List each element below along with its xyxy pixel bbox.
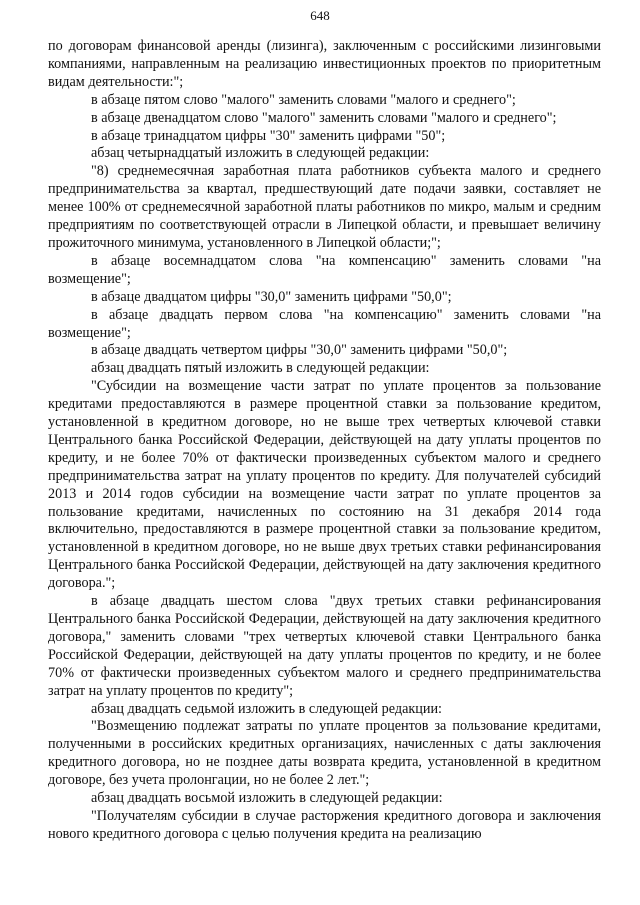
- paragraph: абзац четырнадцатый изложить в следующей редакции:: [91, 145, 430, 162]
- paragraph: в абзаце восемнадцатом слова "на компенсацию" заменить словами "на возмещение";: [48, 252, 601, 287]
- paragraph: в абзаце тринадцатом цифры "30" заменить цифрами "50";: [91, 127, 446, 144]
- paragraph: в абзаце двадцатом цифры "30,0" заменить цифрами "50,0";: [91, 288, 452, 305]
- paragraph: абзац двадцать пятый изложить в следующей редакции:: [91, 360, 430, 377]
- paragraph: по договорам финансовой аренды (лизинга), заключенным с российскими лизинговыми компаниями, направленным на реализацию инвестиционных проектов по приоритетным видам деятельности:";: [48, 38, 601, 90]
- paragraph: "8) среднемесячная заработная плата работников субъекта малого и среднего предпринимательства за квартал, предшествующий дате подачи заявки, составляет не менее 100% от среднемесячной заработной платы работников по микро, малым и средним предприятиям по соответствующей отрасли в Липецкой области, и превышает величину прожиточного минимума, установленного в Липецкой области;";: [48, 163, 601, 251]
- paragraph: в абзаце двенадцатом слово "малого" заменить словами "малого и среднего";: [91, 109, 557, 126]
- paragraph: "Возмещению подлежат затраты по уплате процентов за пользование кредитами, полученными в российских кредитных организациях, начисленных с даты заключения кредитного договора, но не позднее даты возврата кредита, установленной в кредитном договоре, без учета пролонгации, но не более 2 лет.";: [48, 718, 601, 789]
- page-number: 648: [310, 8, 330, 23]
- paragraph: "Получателям субсидии в случае расторжения кредитного договора и заключения нового кредитного договора с целью получения кредита на реализацию: [48, 807, 601, 842]
- paragraph: абзац двадцать седьмой изложить в следующей редакции:: [91, 700, 442, 717]
- document-body: [48, 38, 601, 844]
- paragraph: в абзаце двадцать первом слова "на компенсацию" заменить словами "на возмещение";: [48, 306, 601, 341]
- paragraph: "Субсидии на возмещение части затрат по уплате процентов за пользование кредитами предоставляются в размере процентной ставки за пользование кредитом, установленной в кредитном договоре, но не выше трех четвертых ключевой ставки Центрального банка Российской Федерации, действующей на дату уплаты процентов по кредиту, и не более 70% от фактически произведенных субъектом малого и среднего предпринимательства затрат на уплату процентов по кредиту. Для получателей субсидий 2013 и 2014 годов субсидии на возмещение части затрат по уплате процентов за пользование кредитами, начисленных по состоянию на 31 декабря 2014 года включительно, предоставляются в размере процентной ставки за пользование кредитом, установленной в кредитном договоре, но не выше двух третьих ставки рефинансирования Центрального банка Российской Федерации, действующей на дату заключения кредитного договора.";: [48, 378, 601, 592]
- paragraph: в абзаце двадцать шестом слова "двух третьих ставки рефинансирования Центрального банка Российской Федерации, действующей на дату заключения кредитного договора," заменить словами "трех четвертых ключевой ставки Центрального банка Российской Федерации, действующей на дату уплаты процентов по кредиту, и не более 70% от фактически произведенных субъектом малого и среднего предпринимательства затрат на уплату процентов по кредиту";: [48, 593, 601, 699]
- paragraph: в абзаце пятом слово "малого" заменить словами "малого и среднего";: [91, 91, 516, 108]
- paragraph: абзац двадцать восьмой изложить в следующей редакции:: [91, 790, 443, 807]
- paragraph: в абзаце двадцать четвертом цифры "30,0" заменить цифрами "50,0";: [91, 342, 508, 359]
